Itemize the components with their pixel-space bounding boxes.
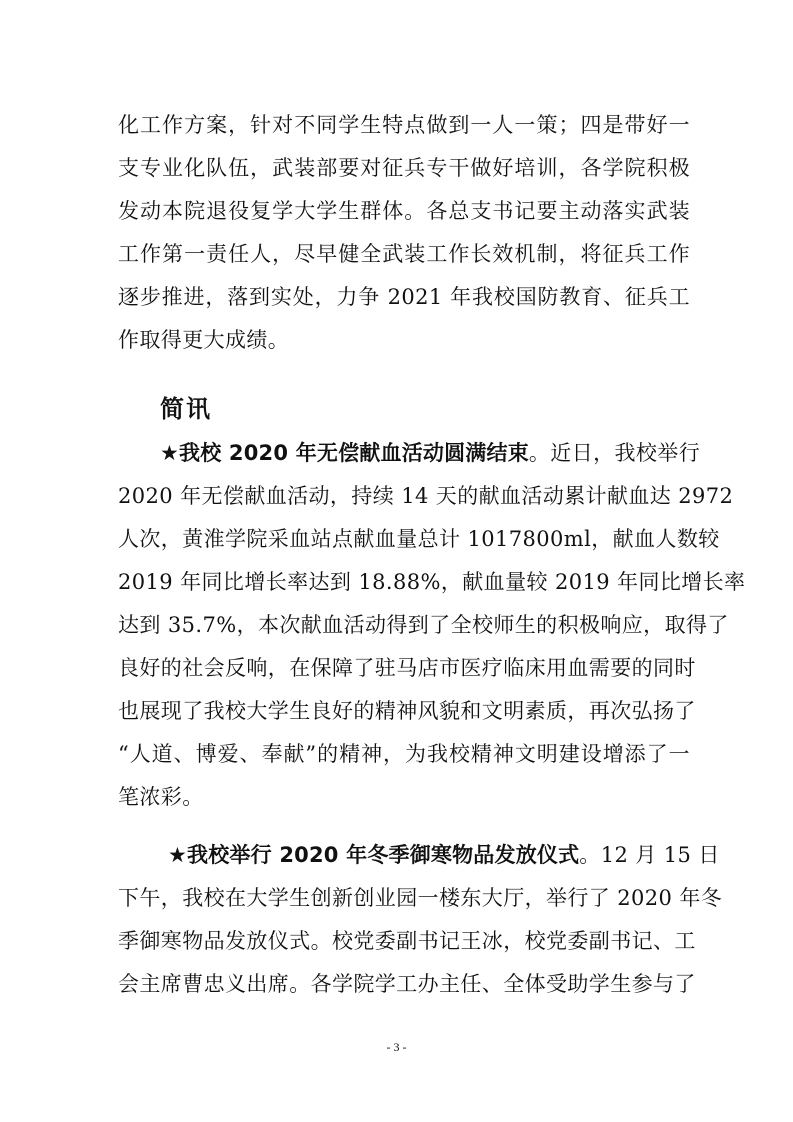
- news-item-headline: ★我校举行 2020 年冬季御寒物品发放仪式: [168, 843, 580, 867]
- paragraph-line: 作取得更大成绩。: [118, 328, 290, 352]
- paragraph-line: 化工作方案，针对不同学生特点做到一人一策；四是带好一: [118, 113, 690, 137]
- paragraph-line: “人道、博爱、奉献”的精神，为我校精神文明建设增添了一: [118, 742, 690, 766]
- paragraph-line: 人次，黄淮学院采血站点献血量总计 1017800ml，献血人数较: [118, 527, 720, 551]
- paragraph-line: 工作第一责任人，尽早健全武装工作长效机制，将征兵工作: [118, 242, 690, 266]
- paragraph-line: 2019 年同比增长率达到 18.88%，献血量较 2019 年同比增长率: [118, 570, 746, 594]
- news-item-first-line: [160, 438, 701, 468]
- page-number: - 3 -: [386, 1040, 407, 1054]
- section-heading: 简讯: [160, 394, 212, 423]
- paragraph-line: 季御寒物品发放仪式。校党委副书记王冰，校党委副书记、工: [118, 929, 696, 953]
- news-item-text: 。12 月 15 日: [579, 843, 720, 867]
- paragraph-line: 也展现了我校大学生良好的精神风貌和文明素质，再次弘扬了: [118, 699, 696, 723]
- paragraph-line: 下午，我校在大学生创新创业园一楼东大厅，举行了 2020 年冬: [118, 886, 723, 910]
- paragraph-line: 会主席曹忠义出席。各学院学工办主任、全体受助学生参与了: [118, 972, 696, 996]
- news-item-text: 。近日，我校举行: [528, 441, 701, 465]
- paragraph-line: 支专业化队伍，武装部要对征兵专干做好培训，各学院积极: [118, 156, 690, 180]
- news-item-headline: ★我校 2020 年无偿献血活动圆满结束: [160, 441, 529, 465]
- paragraph-line: 达到 35.7%，本次献血活动得到了全校师生的积极响应，取得了: [118, 613, 729, 637]
- paragraph-line: 笔浓彩。: [118, 785, 204, 809]
- paragraph-line: 发动本院退役复学大学生群体。各总支书记要主动落实武装: [118, 199, 690, 223]
- paragraph-line: 逐步推进，落到实处，力争 2021 年我校国防教育、征兵工: [118, 285, 690, 309]
- paragraph-line: 良好的社会反响，在保障了驻马店市医疗临床用血需要的同时: [118, 656, 696, 680]
- news-item-first-line: [168, 840, 720, 870]
- paragraph-line: 2020 年无偿献血活动，持续 14 天的献血活动累计献血达 2972: [118, 484, 734, 508]
